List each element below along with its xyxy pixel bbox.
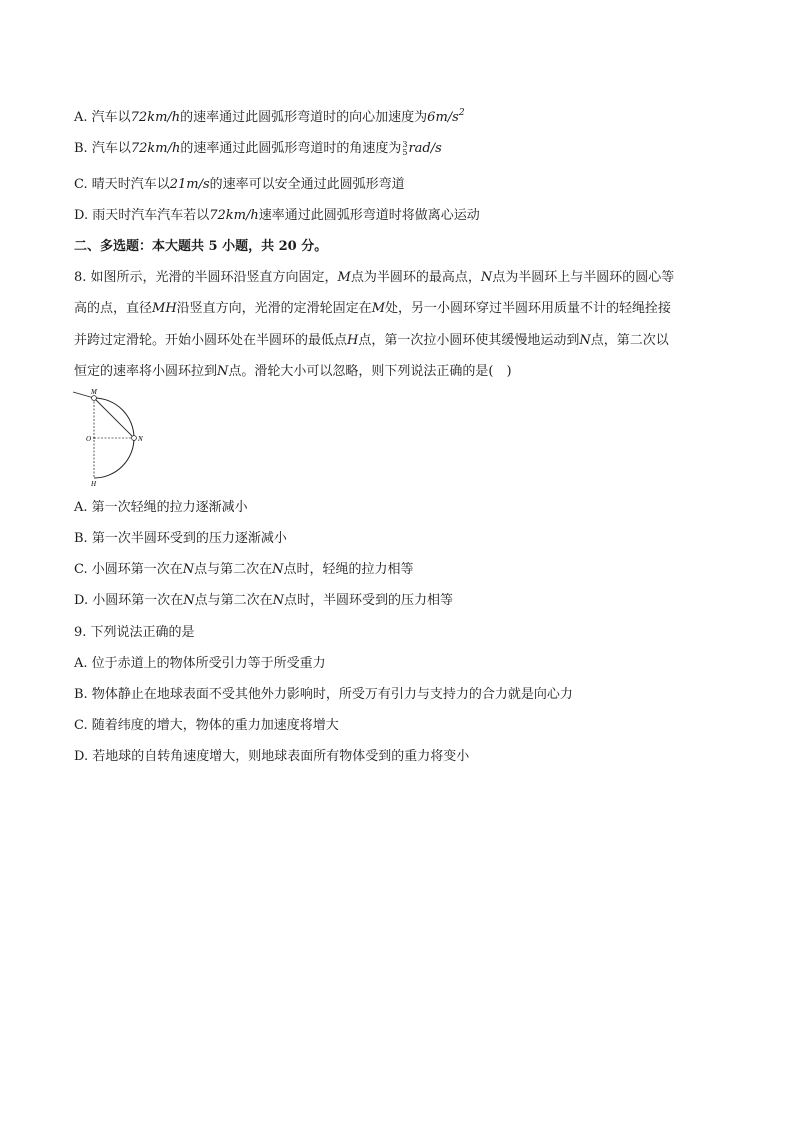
q7-a-superscript: 2 [458,108,465,118]
q7-option-c [74,176,405,194]
rope-to-ring-segment [94,398,134,438]
q8-option-d [74,592,453,610]
q7-b-fraction-denominator: 5 [402,147,408,157]
q8-l3-math-1: H [347,333,359,348]
q8-l2-text-1: 高的点，直径 [74,301,153,316]
label-h: H [91,480,97,488]
q7-option-a [74,104,465,127]
q7-d-text-2: 速率通过此圆弧形弯道时将做离心运动 [258,208,480,223]
q8-l2-math-1: MH [152,301,177,316]
q8-option-b [74,530,287,548]
q8-d-text-1: D. 小圆环第一次在 [74,593,184,608]
q8-option-c [74,561,414,579]
q8-stem-line-4 [74,363,512,381]
q7-b-math-2: rad/s [408,141,442,156]
q7-b-math-1: 72km/h [130,141,181,156]
q8-l3-text-3: 点，第二次以 [590,333,669,348]
label-m: M [91,388,97,396]
pulley-icon [92,396,97,401]
q7-c-math-1: 21m/s [169,177,210,192]
q8-c-text-1: C. 小圆环第一次在 [74,562,183,577]
q8-a-text-1: A. 第一次轻绳的拉力逐渐减小 [74,500,248,515]
q7-b-text-2: 的速率通过此圆弧形弯道时的角速度为 [180,141,402,156]
q8-l1-math-1: M [337,270,351,285]
q7-c-text-2: 的速率可以安全通过此圆弧形弯道 [209,177,405,192]
q8-d-text-3: 点时，半圆环受到的压力相等 [284,593,454,608]
q7-b-fraction [402,141,407,157]
q8-l2-text-2: 沿竖直方向，光滑的定滑轮固定在 [176,301,372,316]
small-ring-icon [132,436,137,441]
q8-c-text-3: 点时，轻绳的拉力相等 [283,562,414,577]
q8-l2-text-3: 处，另一小圆环穿过半圆环用质量不计的轻绳拴接 [385,301,672,316]
semicircle-arc [94,398,134,478]
q9-option-b: B. 物体静止在地球表面不受其他外力影响时，所受万有引力与支持力的合力就是向心力 [74,687,573,702]
q7-a-text-2: 的速率通过此圆弧形弯道时的向心加速度为 [180,110,428,125]
q7-option-d [74,207,480,225]
q8-stem-line-2 [74,300,671,318]
q9-option-a: A. 位于赤道上的物体所受引力等于所受重力 [74,656,326,671]
center-point [93,437,95,439]
q8-d-math-2: N [272,593,284,608]
section-heading-multiple-choice: 二、多选题：本大题共 5 小题，共 20 分。 [74,239,328,254]
q9-option-d: D. 若地球的自转角速度增大，则地球表面所有物体受到的重力将变小 [74,749,470,764]
q8-l1-math-2: N [480,270,493,285]
q7-a-math-2: 6m/s [427,110,459,125]
q7-option-b [74,140,442,158]
q8-semicircle-figure [72,384,162,490]
q8-l1-text-3: 点为半圆环上与半圆环的圆心等 [492,270,675,285]
q8-c-math-2: N [272,562,284,577]
q8-b-text-1: B. 第一次半圆环受到的压力逐渐减小 [74,531,287,546]
q8-stem-line-1 [74,269,674,287]
q8-l3-math-2: N [579,333,591,348]
q9-option-c: C. 随着纬度的增大，物体的重力加速度将增大 [74,718,339,733]
q8-l3-text-2: 点，第一次拉小圆环使其缓慢地运动到 [358,333,580,348]
q7-b-fraction-numerator: 3 [402,139,408,149]
q8-l4-text-1: 恒定的速率将小圆环拉到 [74,364,218,379]
q7-a-text-1: A. 汽车以 [74,110,131,125]
q8-d-text-2: 点与第二次在 [194,593,273,608]
label-o: O [86,435,92,443]
q7-c-text-1: C. 晴天时汽车以 [74,177,170,192]
q7-d-math-1: 72km/h [209,208,259,223]
q8-option-a [74,499,248,517]
q8-l1-text-2: 点为半圆环的最高点， [350,270,481,285]
q8-l4-text-2: 点。滑轮大小可以忽略，则下列说法正确的是( ) [228,364,512,379]
q8-c-text-2: 点与第二次在 [194,562,273,577]
q8-l2-math-2: M [371,301,385,316]
q8-l3-text-1: 并跨过定滑轮。开始小圆环处在半圆环的最低点 [74,333,348,348]
q7-b-text-1: B. 汽车以 [74,141,131,156]
q8-d-math-1: N [183,593,195,608]
label-n: N [138,435,143,443]
q8-l1-text-1: 8. 如图所示，光滑的半圆环沿竖直方向固定， [74,270,338,285]
q7-d-text-1: D. 雨天时汽车汽车若以 [74,208,210,223]
q8-c-math-1: N [182,562,195,577]
q9-stem: 9. 下列说法正确的是 [74,625,195,640]
q7-a-math-1: 72km/h [130,110,181,125]
q8-stem-line-3 [74,332,669,350]
q8-l4-math-1: N [217,364,229,379]
